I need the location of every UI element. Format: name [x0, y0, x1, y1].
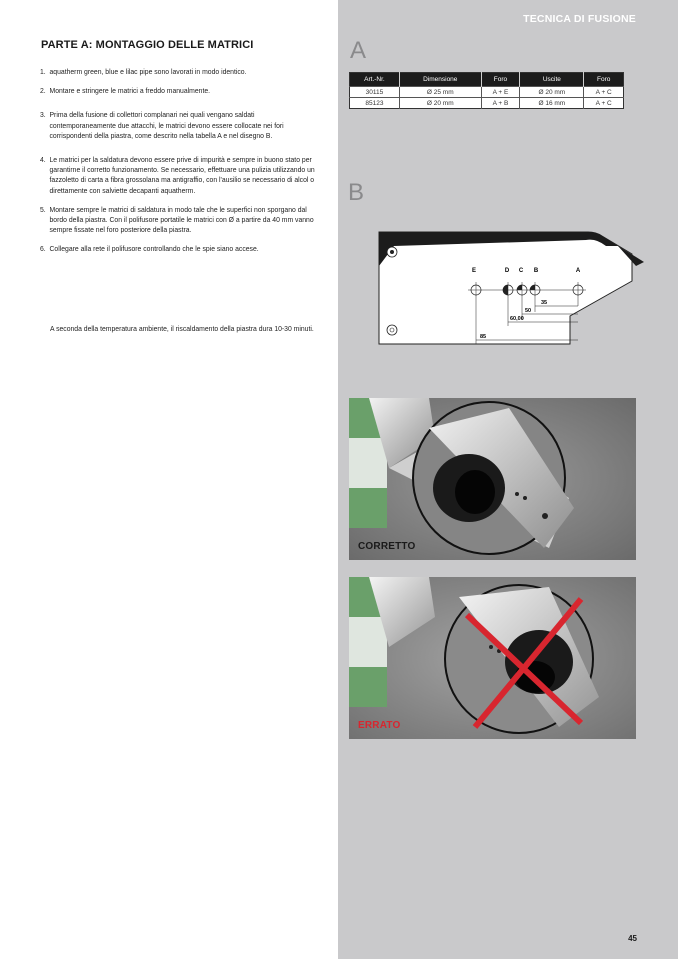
left-column: [0, 0, 338, 959]
step-2: 2. Montare e stringere le matrici a freddo manualmente.: [40, 86, 211, 96]
steps-list: [40, 67, 330, 264]
table-row: [350, 87, 624, 98]
photo-label-wrong: ERRATO: [358, 720, 401, 731]
hole-label-e: E: [471, 268, 477, 274]
photo-wrong: [349, 577, 636, 739]
col-uscite: Uscite: [520, 73, 584, 87]
table-cell: Ø 25 mm: [399, 87, 481, 98]
col-dimensione: Dimensione: [399, 73, 481, 87]
table-cell: Ø 20 mm: [520, 87, 584, 98]
col-foro-2: Foro: [584, 73, 624, 87]
hole-label-d: D: [504, 268, 510, 274]
heating-note: A seconda della temperatura ambiente, il riscaldamento della piastra dura 10-30 minuti.: [50, 324, 314, 333]
matrix-table: [349, 72, 624, 109]
step-4: 4. Le matrici per la saldatura devono essere prive di impurità e sempre in buono stato per garantirne il corretto funzionamento. Se necessario, effettuare una pulizia utilizzando un fazzoletto di carta a fibra grossolana ma antigraffio, con l'ausilio se necessario di alcol o direttamente con salviette decapanti aquatherm.: [40, 155, 315, 195]
table-cell: 85123: [350, 98, 400, 109]
hole-label-a: A: [575, 268, 581, 274]
col-art-nr: Art.-Nr.: [350, 73, 400, 87]
table-cell: 30115: [350, 87, 400, 98]
step-6: 6. Collegare alla rete il polifusore controllando che le spie siano accese.: [40, 244, 259, 254]
header-title: TECNICA DI FUSIONE: [523, 13, 636, 25]
screw-bottom-icon: [387, 325, 397, 335]
photo-correct-image: [349, 398, 636, 560]
col-foro: Foro: [481, 73, 520, 87]
step-3: 3. Prima della fusione di collettori complanari nei quali vengano saldati contemporaneamente due attacchi, le matrici devono essere collocate nei fori corrispondenti della piastra, come descrito nella tabella A e nel disegno B.: [40, 110, 284, 140]
plate-drawing: [374, 226, 650, 348]
dim-label-50: 50: [525, 308, 532, 314]
table-header-row: [350, 73, 624, 87]
step-5: 5. Montare sempre le matrici di saldatura in modo tale che le superfici non sporgano dal bordo della piastra. Con il polifusore portatile le matrici con Ø a partire da 40 mm vanno sempre fissate nel foro posteriore della piastra.: [40, 204, 314, 235]
table-cell: A + E: [481, 87, 520, 98]
hole-label-c: C: [518, 268, 524, 274]
table-cell: A + C: [584, 87, 624, 98]
page-number: 45: [628, 934, 637, 943]
table-cell: Ø 16 mm: [520, 98, 584, 109]
figure-a-letter: A: [350, 37, 367, 64]
table-cell: A + B: [481, 98, 520, 109]
dim-label-85: 85: [480, 334, 487, 340]
right-panel: [338, 0, 678, 959]
step-1: 1. aquatherm green, blue e lilac pipe sono lavorati in modo identico.: [40, 67, 247, 76]
table-cell: A + C: [584, 98, 624, 109]
table-row: [350, 98, 624, 109]
dim-label-60: 60,00: [510, 316, 524, 322]
section-title: PARTE A: MONTAGGIO DELLE MATRICI: [41, 39, 254, 51]
photo-label-correct: CORRETTO: [358, 541, 416, 552]
figure-b-letter: B: [348, 179, 365, 206]
photo-correct: [349, 398, 636, 560]
hole-label-b: B: [533, 268, 539, 274]
photo-wrong-image: [349, 577, 636, 739]
table-cell: Ø 20 mm: [399, 98, 481, 109]
dim-label-35: 35: [541, 300, 548, 306]
